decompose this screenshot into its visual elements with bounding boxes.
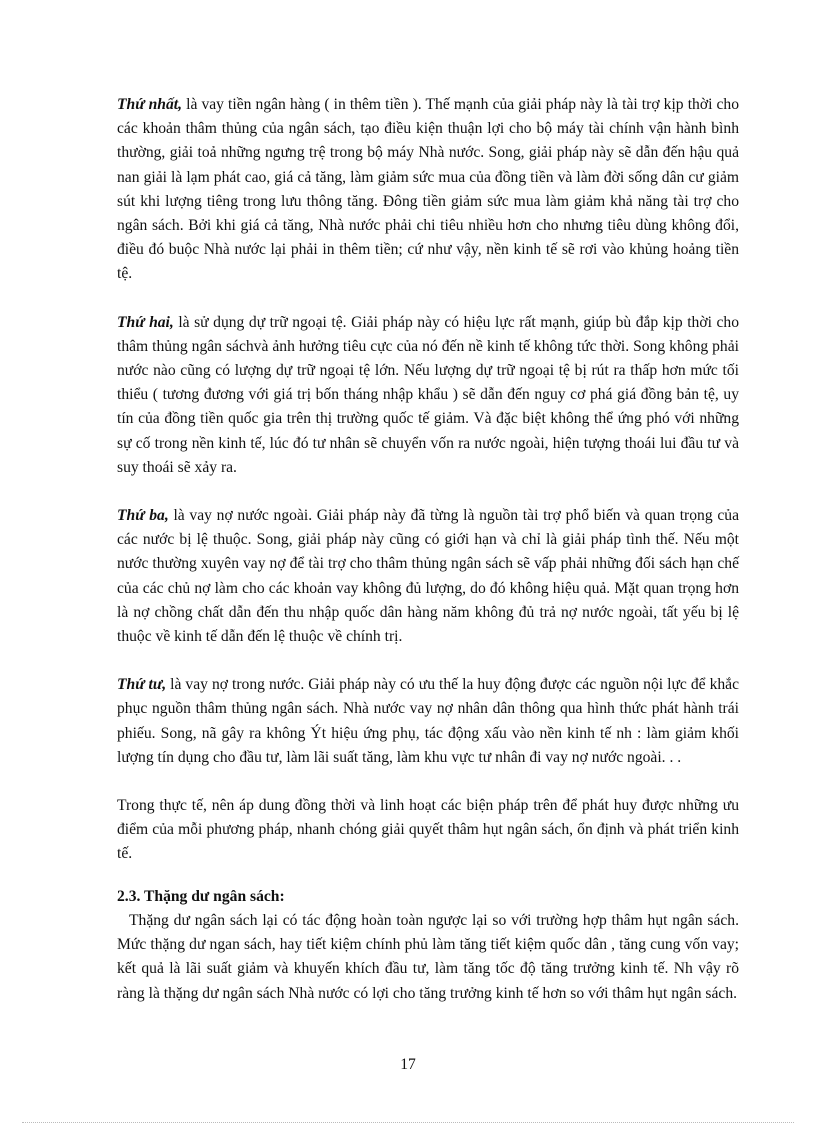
page-number: 17 bbox=[400, 1056, 416, 1073]
paragraph-lead: Thứ tư, bbox=[117, 676, 167, 694]
paragraph-thu-ba bbox=[117, 504, 739, 649]
paragraph-lead: Thứ ba, bbox=[117, 507, 169, 525]
paragraph-text: là vay nợ trong nước. Giải pháp này có ưu thế la huy động được các nguồn nội lực để khắc phục nguồn thâm thủng ngân sách. Nhà nước vay nợ nhân dân thông qua hình thức phát hành trái phiếu. Song, nã gây ra không Ýt hiệu ứng phụ, tác động xấu vào nền kinh tế nh : làm giảm khối lượng tín dụng cho đầu tư, làm lãi suất tăng, làm khu vực tư nhân đi vay nợ nước ngoài. . . bbox=[117, 676, 739, 766]
paragraph-lead: Thứ hai, bbox=[117, 313, 174, 331]
paragraph-conclusion bbox=[117, 794, 739, 867]
section-heading: 2.3. Thặng dư ngân sách: bbox=[117, 887, 285, 905]
paragraph-text: là sử dụng dự trữ ngoại tệ. Giải pháp này có hiệu lực rất mạnh, giúp bù đắp kịp thời cho thâm thủng ngân sáchvà ảnh hưởng tiêu cực của nó đến nề kinh tế không tức thời. Song không phải nước nào cũng có lượng dự trữ ngoại tệ lớn. Nếu lượng dự trữ ngoại tệ bị rút ra thấp hơn mức tối thiểu ( tương đương với giá trị bốn tháng nhập khẩu ) sẽ dẫn đến nguy cơ phá giá đồng bản tệ, uy tín của đồng tiền quốc gia trên thị trường quốc tế giảm. Và đặc biệt không thể ứng phó với những sự cố trong nền kinh tế, lúc đó tư nhân sẽ chuyển vốn ra nước ngoài, hiện tượng thoái lui đầu tư và suy thoái sẽ xảy ra. bbox=[117, 313, 739, 476]
paragraph-text: là vay nợ nước ngoài. Giải pháp này đã từng là nguồn tài trợ phổ biến và quan trọng của các nước bị lệ thuộc. Song, giải pháp này cũng có giới hạn và chỉ là giải pháp tình thế. Nếu một nước thường xuyên vay nợ để tài trợ cho thâm thủng ngân sách sẽ vấp phải những đối sách hạn chế của các chủ nợ làm cho các khoản vay không đủ lượng, do đó không hiệu quả. Mặt quan trọng hơn là nợ chồng chất dẫn đến thu nhập quốc dân hàng năm không đủ trả nợ nước ngoài, tất yếu bị lệ thuộc về kinh tế dẫn đến lệ thuộc về chính trị. bbox=[117, 507, 739, 646]
paragraph-text: là vay tiền ngân hàng ( in thêm tiền ). Thế mạnh của giải pháp này là tài trợ kịp thời cho các khoản thâm thủng của ngân sách, tạo điều kiện thuận lợi cho bộ máy tài chính vận hành bình thường, giải toả những ngưng trệ trong bộ máy Nhà nước. Song, giải pháp này sẽ dẫn đến hậu quả nan giải là lạm phát cao, giá cả tăng, làm giảm sức mua của đồng tiền và làm đời sống dân cư giảm sút khi lượng tiêng trong lưu thông tăng. Đông tiền giảm sức mua làm giảm khả năng tài trợ cho ngân sách. Bởi khi giá cả tăng, Nhà nước phải chi tiêu nhiều hơn cho nhưng tiêu dùng không đổi, điều đó buộc Nhà nước lại phải in thêm tiền; cứ như vậy, nền kinh tế sẽ rơi vào khủng hoảng tiền tệ. bbox=[117, 96, 740, 283]
paragraph-thu-hai bbox=[117, 311, 739, 480]
paragraph-thu-nhat bbox=[117, 93, 739, 287]
section-paragraph: Thặng dư ngân sách lại có tác động hoàn toàn ngược lại so với trường hợp thâm hụt ngân sách. Mức thặng dư ngan sách, hay tiết kiệm chính phủ làm tăng tiết kiệm quốc dân , tăng cung vốn vay; kết quả là lãi suất giảm và khuyến khích đầu tư, làm tăng tốc độ tăng trưởng kinh tế. Nh vậy rõ ràng là thặng dư ngân sách Nhà nước có lợi cho tăng trưởng kinh tế hơn so với thâm hụt ngân sách. bbox=[117, 911, 739, 1002]
paragraph-text: Trong thực tế, nên áp dung đồng thời và linh hoạt các biện pháp trên để phát huy được những ưu điểm của mỗi phương pháp, nhanh chóng giải quyết thâm hụt ngân sách, ổn định và phát triển kinh tế. bbox=[117, 797, 739, 863]
document-page bbox=[117, 93, 739, 1006]
paragraph-thu-tu bbox=[117, 673, 739, 770]
paragraph-lead: Thứ nhất, bbox=[117, 96, 183, 113]
